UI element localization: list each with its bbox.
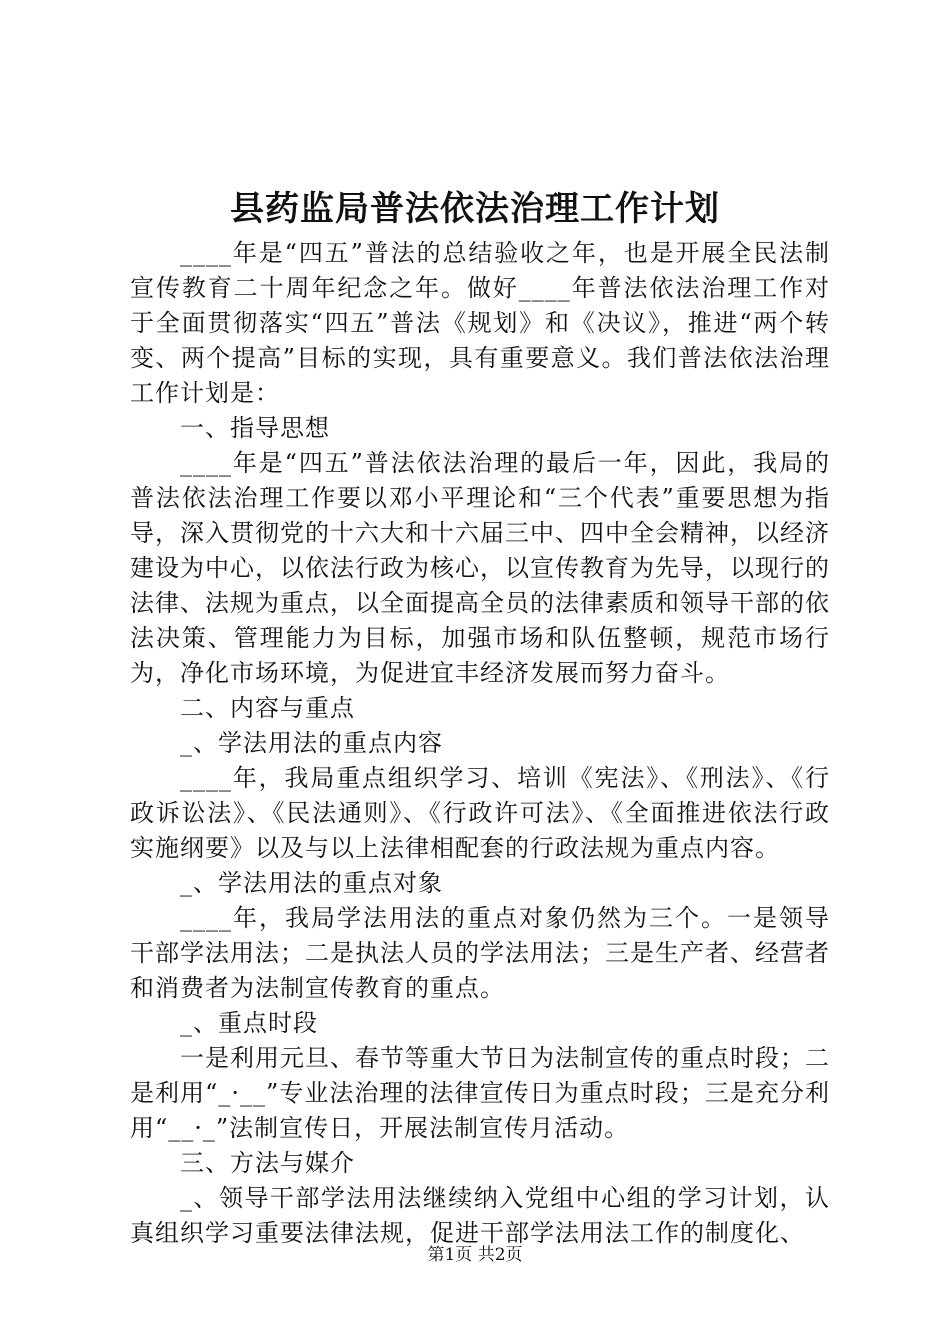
page-number-footer: 第1页 共2页: [427, 1245, 523, 1265]
key-content-paragraph: ____年，我局重点组织学习、培训《宪法》、《刑法》、《行政诉讼法》、《民法通则》、《行政许可法》、《全面推进依法行政实施纲要》以及与以上法律相配套的行政法规为重点内容。: [130, 764, 830, 862]
key-periods-paragraph: 一是利用元旦、春节等重大节日为法制宣传的重点时段；二是利用“_·__”专业法治理的法律宣传日为重点时段；三是充分利用“__·_”法制宣传日，开展法制宣传月活动。: [130, 1044, 830, 1142]
section-heading-content-focus: 二、内容与重点: [180, 694, 355, 722]
document-title: 县药监局普法依法治理工作计划: [230, 189, 720, 229]
methods-media-paragraph: _、领导干部学法用法继续纳入党组中心组的学习计划，认真组织学习重要法律法规，促进干部学法用法工作的制度化、: [130, 1184, 830, 1247]
intro-paragraph: ____年是“四五”普法的总结验收之年，也是开展全民法制宣传教育二十周年纪念之年。做好____年普法依法治理工作对于全面贯彻落实“四五”普法《规划》和《决议》，推进“两个转变、两个提高”目标的实现，具有重要意义。我们普法依法治理工作计划是：: [130, 239, 830, 407]
subheading-key-content: _、学法用法的重点内容: [180, 729, 443, 757]
guiding-ideology-paragraph: ____年是“四五”普法依法治理的最后一年，因此，我局的普法依法治理工作要以邓小平理论和“三个代表”重要思想为指导，深入贯彻党的十六大和十六届三中、四中全会精神，以经济建设为中心，以依法行政为核心，以宣传教育为先导，以现行的法律、法规为重点，以全面提高全员的法律素质和领导干部的依法决策、管理能力为目标，加强市场和队伍整顿，规范市场行为，净化市场环境，为促进宜丰经济发展而努力奋斗。: [130, 449, 830, 687]
subheading-key-periods: _、重点时段: [180, 1009, 318, 1037]
key-targets-paragraph: ____年，我局学法用法的重点对象仍然为三个。一是领导干部学法用法；二是执法人员的学法用法；三是生产者、经营者和消费者为法制宣传教育的重点。: [130, 904, 830, 1002]
section-heading-methods-media: 三、方法与媒介: [180, 1149, 355, 1177]
subheading-key-targets: _、学法用法的重点对象: [180, 869, 443, 897]
section-heading-guiding-ideology: 一、指导思想: [180, 414, 330, 442]
document-body: [130, 236, 830, 1251]
